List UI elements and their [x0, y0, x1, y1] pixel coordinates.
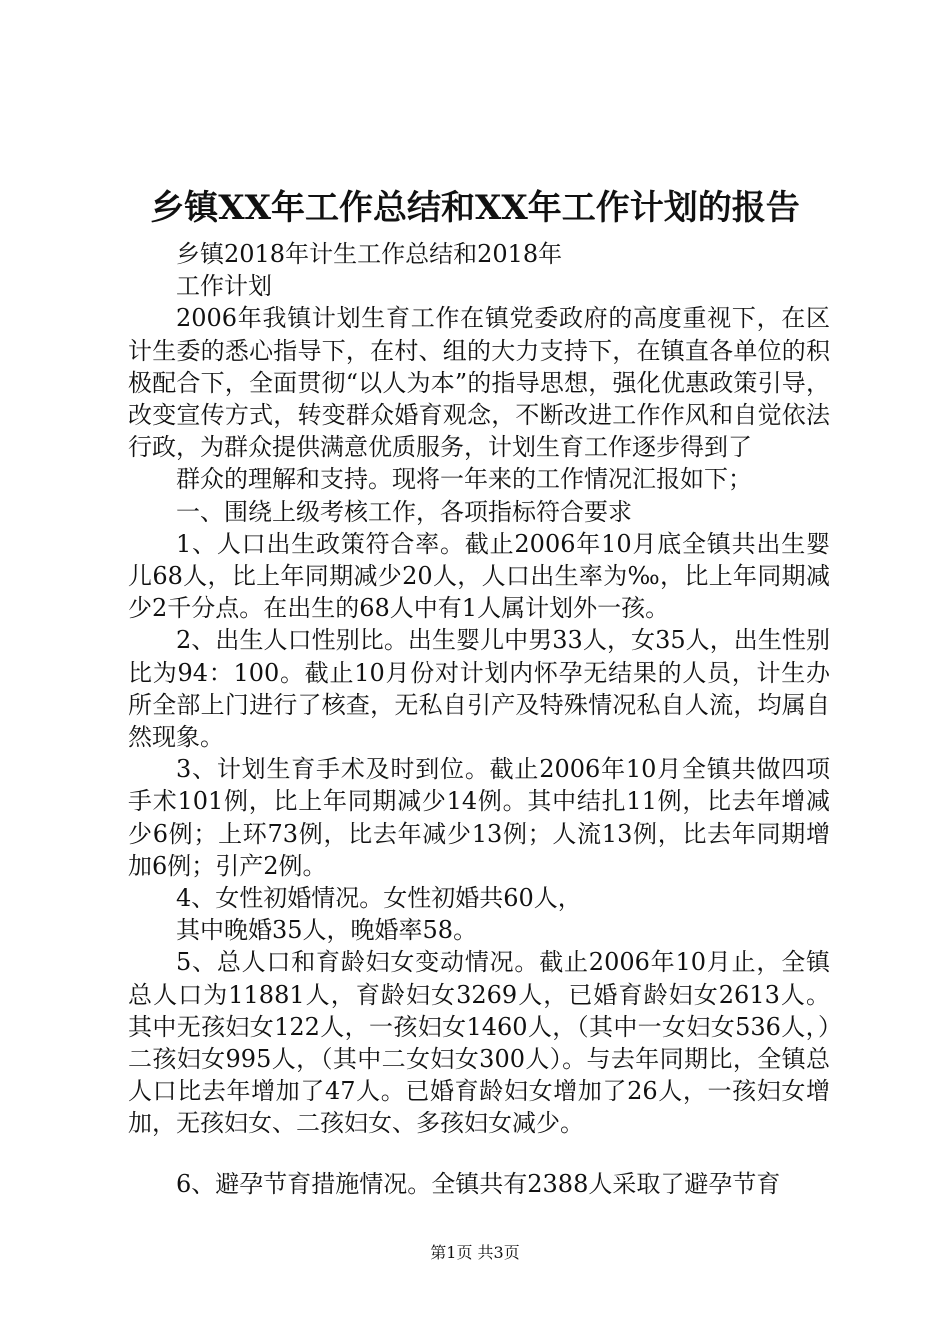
- paragraph-item-2: 2、出生人口性别比。出生婴儿中男33人，女35人，出生性别比为94：100。截止10月份对计划内怀孕无结果的人员，计生办所全部上门进行了核查，无私自引产及特殊情况私自人流，均属自然现象。: [128, 626, 830, 752]
- section-heading-1: 一、围绕上级考核工作，各项指标符合要求: [176, 497, 632, 526]
- paragraph-item-4-cont: 其中晚婚35人，晚婚率58。: [176, 916, 478, 945]
- paragraph-item-4: 4、女性初婚情况。女性初婚共60人，: [176, 884, 582, 913]
- paragraph-subtitle-1: 乡镇2018年计生工作总结和2018年: [176, 240, 563, 268]
- page-footer: 第1页 共3页: [430, 1243, 520, 1262]
- paragraph-subtitle-2: 工作计划: [176, 272, 272, 301]
- paragraph-item-1: 1、人口出生政策符合率。截止2006年10月底全镇共出生婴儿68人，比上年同期减少20人，人口出生率为‰，比上年同期减少2千分点。在出生的68人中有1人属计划外一孩。: [128, 529, 830, 623]
- paragraph-gap: [128, 1140, 830, 1168]
- paragraph-item-3: 3、计划生育手术及时到位。截止2006年10月全镇共做四项手术101例，比上年同期减少14例。其中结扎11例，比去年增减少6例；上环73例，比去年减少13例；人流13例，比去年同期增加6例；引产2例。: [128, 755, 830, 880]
- document-body: [128, 238, 830, 1200]
- document-title: 乡镇XX年工作总结和XX年工作计划的报告: [150, 188, 800, 228]
- paragraph-item-5: 5、总人口和育龄妇女变动情况。截止2006年10月止，全镇总人口为11881人，育龄妇女3269人，已婚育龄妇女2613人。其中无孩妇女122人，一孩妇女1460人，（其中一女妇女536人，）二孩妇女995人，（其中二女妇女300人）。与去年同期比，全镇总人口比去年增加了47人。已婚育龄妇女增加了26人，一孩妇女增加，无孩妇女、二孩妇女、多孩妇女减少。: [128, 948, 830, 1138]
- paragraph-intro-cont: 群众的理解和支持。现将一年来的工作情况汇报如下；: [176, 465, 752, 494]
- paragraph-item-6: 6、避孕节育措施情况。全镇共有2388人采取了避孕节育: [176, 1169, 781, 1198]
- paragraph-intro: 2006年我镇计划生育工作在镇党委政府的高度重视下，在区计生委的悉心指导下，在村、组的大力支持下，在镇直各单位的积极配合下，全面贯彻“以人为本”的指导思想，强化优惠政策引导，改变宣传方式，转变群众婚育观念，不断改进工作作风和自觉依法行政，为群众提供满意优质服务，计划生育工作逐步得到了: [128, 304, 830, 462]
